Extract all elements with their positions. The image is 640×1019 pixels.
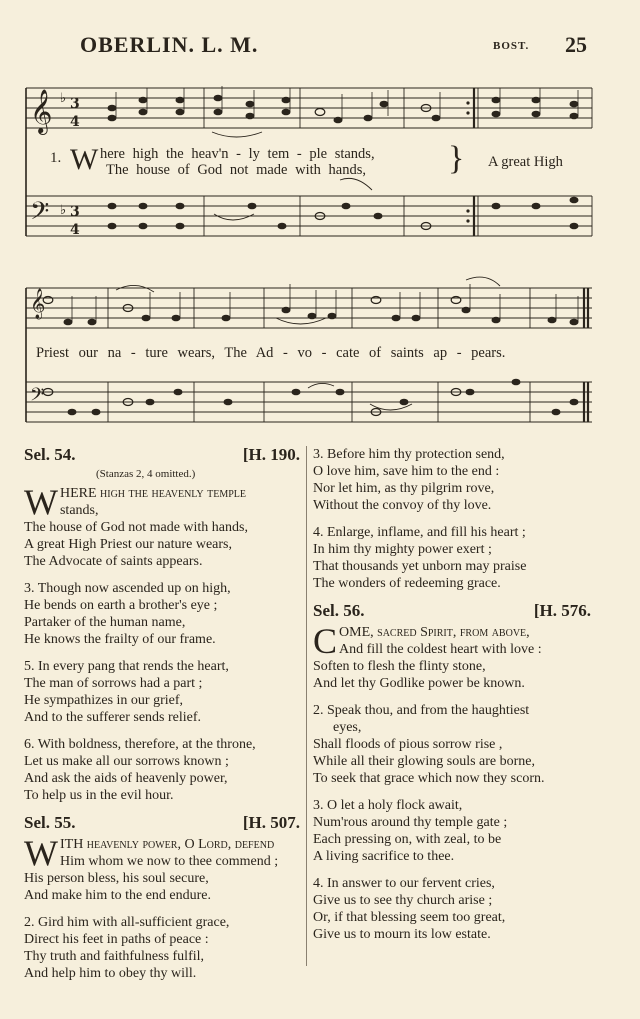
stanza: [24, 833, 302, 904]
hymn-line: 4. In answer to our fervent cries,: [313, 876, 495, 891]
hymn-line: While all their glowing souls are borne,: [313, 754, 535, 769]
hymn-line: Shall floods of pious sorrow rise ,: [313, 737, 503, 752]
hymn-line: In him thy mighty power exert ;: [313, 542, 492, 557]
hymn-line: Direct his feet in paths of peace :: [24, 932, 209, 947]
lyric-dropcap: W: [70, 143, 99, 176]
time-signature: 4: [70, 222, 80, 238]
hymn-reference: [H. 507.: [242, 813, 300, 832]
brace-icon: }: [448, 140, 465, 177]
note-heads: [64, 95, 579, 416]
stanza: [313, 702, 593, 787]
hymn-line: 6. With boldness, therefore, at the throne,: [24, 737, 256, 752]
selection-heading: [24, 814, 302, 836]
hymn-line: Thy truth and faithfulness fulfil,: [24, 949, 205, 964]
stanza: [24, 580, 302, 648]
hymn-line: 3. O let a holy flock await,: [313, 798, 463, 813]
selection-heading: [24, 446, 302, 468]
staff-system2-bass: [26, 382, 592, 422]
time-signature: 3: [70, 96, 80, 112]
hymn-line: Each pressing on, with zeal, to be: [313, 832, 502, 847]
hymn-line: Or, if that blessing seem too great,: [313, 910, 506, 925]
repeat-dots: [466, 101, 469, 222]
stanza-note: (Stanzas 2, 4 omitted.): [96, 468, 196, 480]
hymn-line: Nor let him, as thy pilgrim rove,: [313, 481, 495, 496]
hymn-line: And fill the coldest heart with love :: [339, 642, 542, 657]
stanza: [24, 482, 302, 570]
selection-label: Sel. 54.: [24, 445, 76, 464]
hymn-line: Partaker of the human name,: [24, 615, 186, 630]
hymn-line: He sympathizes in our grief,: [24, 693, 184, 708]
hymn-line: That thousands yet unborn may praise: [313, 559, 527, 574]
time-signature: 3: [70, 204, 80, 220]
hymn-line: stands,: [59, 503, 99, 518]
lyric-line1: here high the heav'n - ly tem - ple stands,: [100, 146, 375, 162]
hymn-line: HERE high the heavenly temple: [59, 486, 246, 501]
hymn-line: Give us to mourn its low estate.: [313, 927, 491, 942]
stanza: [313, 524, 593, 592]
hymn-line: O love him, save him to the end :: [313, 464, 500, 479]
stanza: [24, 658, 302, 726]
stanza: [313, 797, 593, 865]
left-column: [24, 446, 302, 992]
lyric-line2: The house of God not made with hands,: [106, 162, 366, 178]
hymn-line: eyes,: [333, 720, 362, 735]
dropcap: C: [313, 621, 338, 661]
lyric-line1-continued: A great High: [488, 154, 563, 170]
hymn-line: 2. Speak thou, and from the haughtiest: [313, 703, 530, 718]
hymn-line: OME, sacred Spirit, from above,: [339, 625, 530, 640]
flat-icon: ♭: [60, 203, 67, 218]
staff-system2-treble: [26, 288, 592, 328]
stanza: [313, 446, 593, 514]
hymn-line: 5. In every pang that rends the heart,: [24, 659, 229, 674]
staff-system1-bass: [26, 196, 592, 236]
composer-name: BOST.: [493, 40, 530, 52]
hymn-line: ITH heavenly power, O Lord, defend: [59, 837, 275, 852]
stanza: [313, 875, 593, 943]
treble-clef-icon: 𝄞: [30, 89, 53, 133]
hymn-line: He bends on earth a brother's eye ;: [24, 598, 218, 613]
hymn-reference: [H. 190.: [242, 445, 300, 464]
hymn-line: Give us to see thy church arise ;: [313, 893, 493, 908]
stanza: [24, 736, 302, 804]
lyric-system2: Priest our na - ture wears, The Ad - vo - cate of saints ap - pears.: [36, 345, 506, 361]
hymn-line: A living sacrifice to thee.: [313, 849, 455, 864]
hymn-line: 3. Though now ascended up on high,: [24, 581, 231, 596]
note-stems: [72, 86, 578, 322]
hymn-line: The man of sorrows had a part ;: [24, 676, 203, 691]
hymn-line: Without the convoy of thy love.: [313, 498, 492, 513]
hymn-line: And to the sufferer sends relief.: [24, 710, 202, 725]
hymn-line: Num'rous around thy temple gate ;: [313, 815, 508, 830]
hymn-line: And let thy Godlike power be known.: [313, 676, 525, 691]
dropcap: W: [24, 482, 58, 522]
hymn-line: 2. Gird him with all-sufficient grace,: [24, 915, 230, 930]
hymn-line: The wonders of redeeming grace.: [313, 576, 501, 591]
verse-number: 1.: [50, 150, 62, 166]
hymn-line: Let us make all our sorrows known ;: [24, 754, 229, 769]
stanza: [24, 914, 302, 982]
hymn-line: And help him to obey thy will.: [24, 966, 197, 981]
hymn-line: The Advocate of saints appears.: [24, 554, 203, 569]
stanza: [313, 621, 593, 692]
hymn-line: A great High Priest our nature wears,: [24, 537, 232, 552]
hymn-line: His person bless, his soul secure,: [24, 871, 209, 886]
treble-clef-icon: 𝄞: [30, 289, 46, 319]
tune-title: OBERLIN. L. M.: [80, 32, 259, 57]
right-column: [313, 446, 593, 953]
dropcap: W: [24, 833, 58, 873]
hymn-line: To help us in the evil hour.: [24, 788, 174, 803]
flat-icon: ♭: [60, 91, 67, 106]
bass-clef-icon: 𝄢: [30, 385, 45, 410]
hymn-line: And ask the aids of heavenly power,: [24, 771, 228, 786]
selection-heading: [313, 602, 593, 624]
music-score: [0, 0, 640, 440]
page-number: 25: [565, 32, 587, 57]
selection-label: Sel. 56.: [313, 601, 365, 620]
hymn-reference: [H. 576.: [533, 601, 591, 620]
hymn-line: 4. Enlarge, inflame, and fill his heart ;: [313, 525, 526, 540]
hymn-line: Him whom we now to thee commend ;: [59, 854, 279, 869]
hymn-line: Soften to flesh the flinty stone,: [313, 659, 486, 674]
hymn-line: To seek that grace which now they scorn.: [313, 771, 545, 786]
hymn-line: 3. Before him thy protection send,: [313, 447, 505, 462]
time-signature: 4: [70, 114, 80, 130]
column-divider: [306, 446, 307, 966]
hymn-line: And make him to the end endure.: [24, 888, 212, 903]
hymn-line: He knows the frailty of our frame.: [24, 632, 216, 647]
bass-clef-icon: 𝄢: [30, 197, 50, 232]
hymn-line: The house of God not made with hands,: [24, 520, 248, 535]
selection-label: Sel. 55.: [24, 813, 76, 832]
